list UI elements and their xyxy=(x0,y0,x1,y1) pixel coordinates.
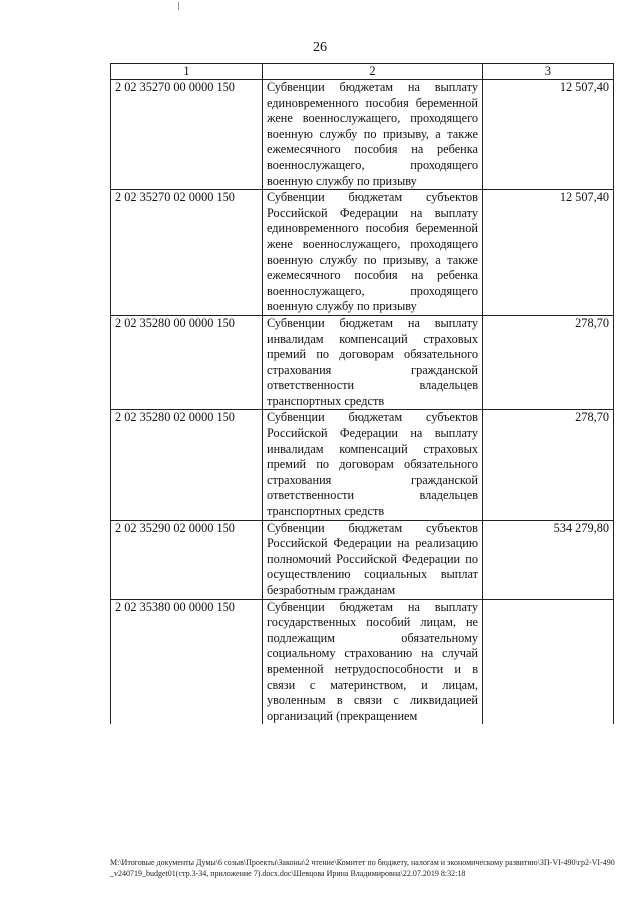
row-amount: 12 507,40 xyxy=(483,190,614,316)
column-header-amount: 3 xyxy=(483,64,614,80)
row-code: 2 02 35280 02 0000 150 xyxy=(111,410,263,520)
row-code: 2 02 35280 00 0000 150 xyxy=(111,315,263,410)
column-header-code: 1 xyxy=(111,64,263,80)
row-description: Субвенции бюджетам субъектов Российской Федерации на выплату единовременного пособия беременной жене военнослужащего, проходящего военную службу по призыву, а также ежемесячного пособия на ребенка военнослужащего, проходящего военную службу по призыву xyxy=(263,190,483,316)
table-row xyxy=(111,520,614,599)
table-row xyxy=(111,315,614,410)
budget-table xyxy=(110,63,614,724)
row-description: Субвенции бюджетам субъектов Российской Федерации на реализацию полномочий Российской Федерации по осуществлению социальных выплат безработным гражданам xyxy=(263,520,483,599)
row-description: Субвенции бюджетам на выплату инвалидам компенсаций страховых премий по договорам обязательного страхования гражданской ответственности владельцев транспортных средств xyxy=(263,315,483,410)
column-header-description: 2 xyxy=(263,64,483,80)
row-amount: 12 507,40 xyxy=(483,80,614,190)
row-amount: 278,70 xyxy=(483,315,614,410)
row-description: Субвенции бюджетам на выплату единовременного пособия беременной жене военнослужащего, проходящего военную службу по призыву, а также ежемесячного пособия на ребенка военнослужащего, проходящего военную службу по призыву xyxy=(263,80,483,190)
table-row xyxy=(111,599,614,724)
table-row xyxy=(111,410,614,520)
page-number: 26 xyxy=(313,40,327,55)
row-code: 2 02 35290 02 0000 150 xyxy=(111,520,263,599)
document-footer-path: М:\Итоговые документы Думы\6 созыв\Проекты\Законы\2 чтение\Комитет по бюджету, налогам и экономическому развитию\ЗП-VI-490\гр2-VI-490_v240719_budget01(стр.3-34, приложение 7).docx.doc\Шевцова Ирина Владимировна\22.07.2019 8:32:18 xyxy=(110,858,615,878)
row-code: 2 02 35270 00 0000 150 xyxy=(111,80,263,190)
table-row xyxy=(111,190,614,316)
row-amount: 534 279,80 xyxy=(483,520,614,599)
row-code: 2 02 35380 00 0000 150 xyxy=(111,599,263,724)
row-description: Субвенции бюджетам субъектов Российской Федерации на выплату инвалидам компенсаций страховых премий по договорам обязательного страхования гражданской ответственности владельцев транспортных средств xyxy=(263,410,483,520)
scan-mark xyxy=(178,2,179,10)
row-amount: 278,70 xyxy=(483,410,614,520)
row-description: Субвенции бюджетам на выплату государственных пособий лицам, не подлежащим обязательному социальному страхованию на случай временной нетрудоспособности и в связи с материнством, и лицам, уволенным в связи с ликвидацией организаций (прекращением xyxy=(263,599,483,724)
table-row xyxy=(111,80,614,190)
row-code: 2 02 35270 02 0000 150 xyxy=(111,190,263,316)
table-header-row xyxy=(111,64,614,80)
row-amount xyxy=(483,599,614,724)
